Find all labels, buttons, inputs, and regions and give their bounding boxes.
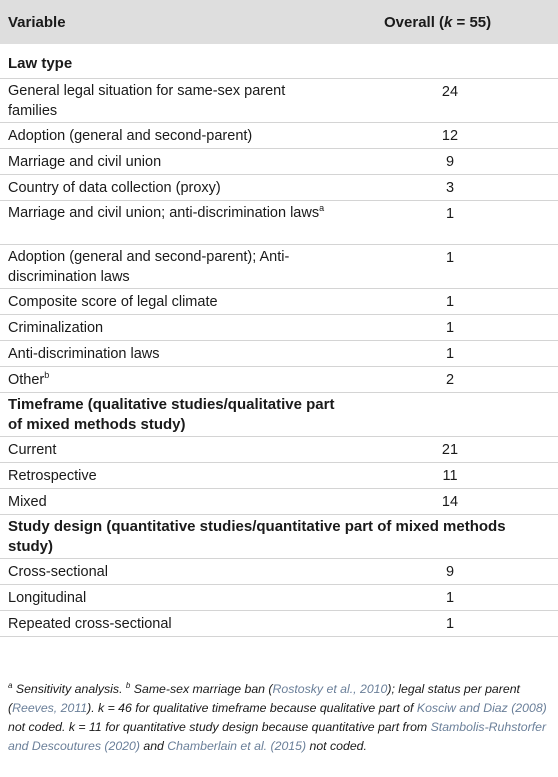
ref-link[interactable]: Chamberlain et al. (2015) xyxy=(167,739,307,753)
table-row xyxy=(0,489,558,515)
row-label: Current xyxy=(8,442,57,458)
row-label: Country of data collection (proxy) xyxy=(8,180,221,196)
row-value: 2 xyxy=(445,372,455,388)
row-value: 1 xyxy=(445,616,455,632)
row-label: Cross-sectional xyxy=(8,564,108,580)
table-footnote: $^a$ Sensitivity analysis. $^b$ Same-sex marriage ban (Rostosky et al., 2010); legal status per parent (Reeves, 2011). k = 46 for qualitative timeframe because qualitative part of Kosciw and Diaz (2008) not coded. k = 11 for quantitative study design because quantitative part from Stambolis-Ruhstorfer and Descoutures (2020) and Chamberlain et al. (2015) not coded. xyxy=(8,680,547,753)
section-row xyxy=(0,515,558,559)
row-value: 24 xyxy=(441,84,459,100)
row-value: 12 xyxy=(441,128,459,144)
row-label: Mixed xyxy=(8,494,47,510)
row-label: Repeated cross-sectional xyxy=(8,616,172,632)
table-row xyxy=(0,585,558,611)
section-row xyxy=(0,393,558,437)
table-row xyxy=(0,367,558,393)
row-label: Marriage and civil union; anti-discrimination laws$^a$ xyxy=(8,203,325,221)
ref-link[interactable]: Reeves, 2011 xyxy=(12,701,88,715)
row-value: 14 xyxy=(441,494,459,510)
header-overall: Overall (k = 55) xyxy=(384,13,492,31)
table-row xyxy=(0,149,558,175)
row-label: Longitudinal xyxy=(8,590,87,606)
header-variable: Variable xyxy=(8,13,66,31)
row-value: 11 xyxy=(442,468,458,484)
table-body xyxy=(0,44,558,637)
section-label: Study design (quantitative studies/quantitative part of mixed methods study) xyxy=(8,518,506,555)
table-row xyxy=(0,245,558,289)
row-value: 21 xyxy=(441,442,459,458)
row-label: Adoption (general and second-parent) xyxy=(8,128,253,144)
table-row xyxy=(0,341,558,367)
row-label: Retrospective xyxy=(8,468,97,484)
table-row xyxy=(0,559,558,585)
section-row xyxy=(0,44,558,79)
row-value: 1 xyxy=(445,346,455,362)
row-value: 3 xyxy=(445,180,455,196)
row-value: 9 xyxy=(445,154,455,170)
table-row xyxy=(0,201,558,245)
table-row xyxy=(0,79,558,123)
table-row xyxy=(0,289,558,315)
table-row xyxy=(0,123,558,149)
row-label: Adoption (general and second-parent); Anti-discrimination laws xyxy=(8,249,290,285)
row-value: 1 xyxy=(445,250,455,266)
row-label: Anti-discrimination laws xyxy=(8,346,160,362)
table-row xyxy=(0,463,558,489)
row-label: Marriage and civil union xyxy=(8,154,162,170)
table-row xyxy=(0,437,558,463)
ref-link[interactable]: Stambolis-Ruhstorfer and Descoutures (2020) xyxy=(8,720,547,753)
row-value: 1 xyxy=(445,320,455,336)
row-label: General legal situation for same-sex parent families xyxy=(8,83,286,119)
row-value: 1 xyxy=(445,590,455,606)
row-value: 9 xyxy=(445,564,455,580)
table-row xyxy=(0,175,558,201)
table-row xyxy=(0,611,558,637)
row-label: Other$^b$ xyxy=(8,370,50,388)
row-label: Criminalization xyxy=(8,320,104,336)
ref-link[interactable]: Rostosky et al., 2010 xyxy=(272,682,388,696)
row-label: Composite score of legal climate xyxy=(8,294,218,310)
ref-link[interactable]: Kosciw and Diaz (2008) xyxy=(416,701,547,715)
section-label: Timeframe (qualitative studies/qualitative part of mixed methods study) xyxy=(8,396,335,433)
table-row xyxy=(0,315,558,341)
row-value: 1 xyxy=(445,206,455,222)
table-header xyxy=(0,0,558,44)
row-value: 1 xyxy=(445,294,455,310)
section-label: Law type xyxy=(8,55,73,72)
